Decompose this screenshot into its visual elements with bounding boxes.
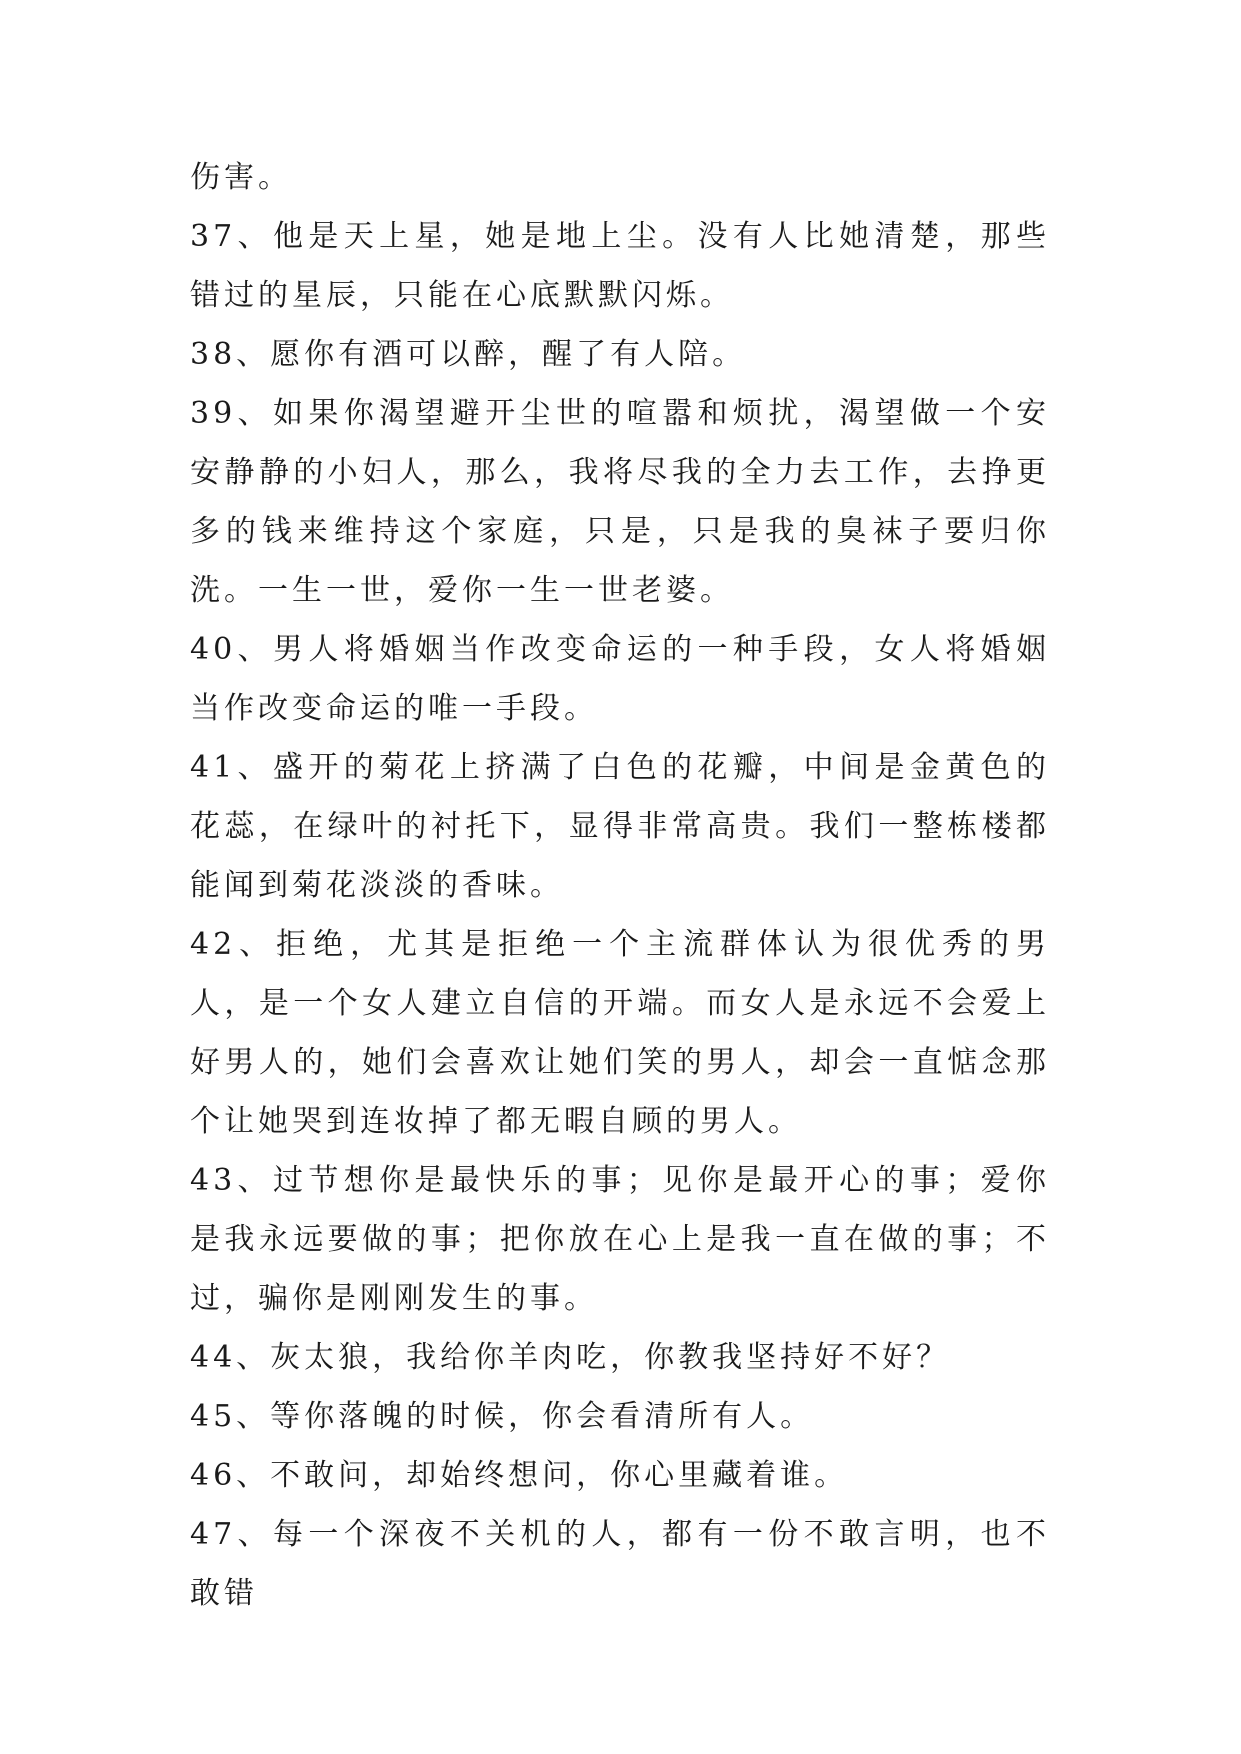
paragraph-continuation: 伤害。 <box>190 160 292 195</box>
paragraph-47: 47、每一个深夜不关机的人，都有一份不敢言明，也不敢错 <box>190 1517 1050 1611</box>
paragraph-44: 44、灰太狼，我给你羊肉吃，你教我坚持好不好？ <box>190 1340 951 1375</box>
paragraph-42: 42、拒绝，尤其是拒绝一个主流群体认为很优秀的男人，是一个女人建立自信的开端。而女人是永远不会爱上好男人的，她们会喜欢让她们笑的男人，却会一直惦念那个让她哭到连妆掉了都无暇自顾的男人。 <box>190 927 1050 1139</box>
paragraph-38: 38、愿你有酒可以醉，醒了有人陪。 <box>190 337 747 372</box>
paragraph-43: 43、过节想你是最快乐的事；见你是最开心的事；爱你是我永远要做的事；把你放在心上是我一直在做的事；不过，骗你是刚刚发生的事。 <box>190 1163 1050 1316</box>
paragraph-40: 40、男人将婚姻当作改变命运的一种手段，女人将婚姻当作改变命运的唯一手段。 <box>190 632 1050 726</box>
document-body <box>190 148 1050 1623</box>
paragraph-45: 45、等你落魄的时候，你会看清所有人。 <box>190 1399 815 1434</box>
paragraph-39: 39、如果你渴望避开尘世的喧嚣和烦扰，渴望做一个安安静静的小妇人，那么，我将尽我的全力去工作，去挣更多的钱来维持这个家庭，只是，只是我的臭袜子要归你洗。一生一世，爱你一生一世老婆。 <box>190 396 1050 608</box>
paragraph-37: 37、他是天上星，她是地上尘。没有人比她清楚，那些错过的星辰，只能在心底默默闪烁。 <box>190 219 1050 313</box>
paragraph-41: 41、盛开的菊花上挤满了白色的花瓣，中间是金黄色的花蕊，在绿叶的衬托下，显得非常高贵。我们一整栋楼都能闻到菊花淡淡的香味。 <box>190 750 1050 903</box>
paragraph-46: 46、不敢问，却始终想问，你心里藏着谁。 <box>190 1458 849 1493</box>
